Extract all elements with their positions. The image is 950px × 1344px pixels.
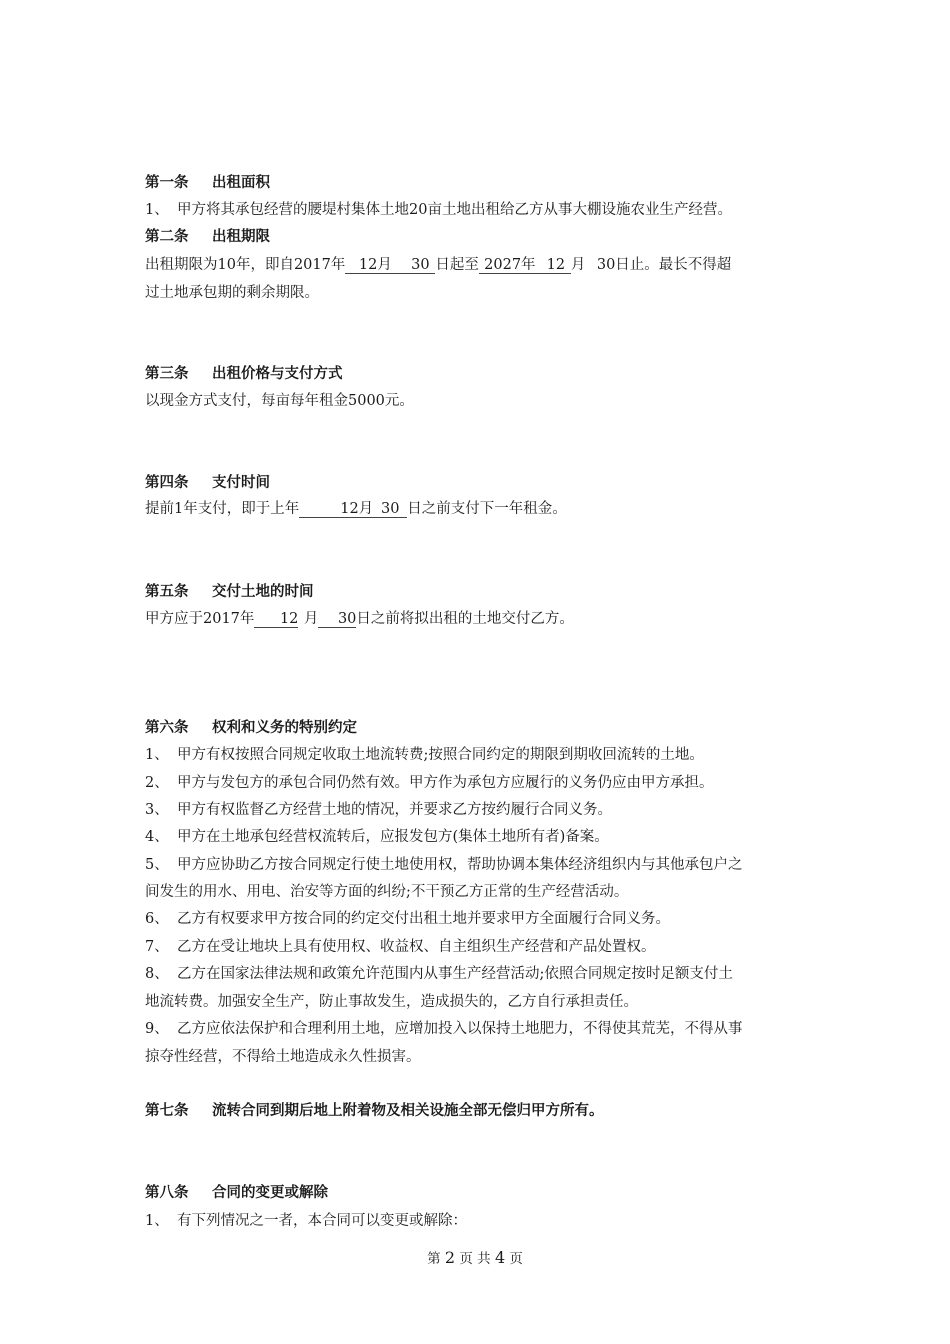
delivery-time-text: 甲方应于2017年 [145, 611, 255, 627]
article-2-line-1 [145, 253, 731, 274]
article-7-heading [145, 1099, 604, 1120]
article-6-item-5 [145, 853, 743, 874]
page-footer [0, 1247, 950, 1267]
item-text: 甲方将其承包经营的腰堤村集体土地20亩土地出租给乙方从事大棚设施农业生产经营。 [177, 202, 732, 218]
article-title: 出租面积 [212, 175, 270, 191]
article-6-item-7 [145, 935, 656, 956]
item-index: 6、 [145, 911, 169, 927]
article-title: 交付土地的时间 [212, 584, 314, 600]
article-number: 第八条 [145, 1185, 189, 1201]
start-day-blank: 30 [405, 257, 435, 274]
footer-middle: 页 共 [459, 1251, 491, 1267]
article-6-item-3 [145, 798, 612, 819]
article-number: 第六条 [145, 720, 189, 736]
footer-prefix: 第 [427, 1251, 441, 1267]
article-number: 第七条 [145, 1103, 189, 1119]
article-1-item-1 [145, 198, 732, 219]
item-text: 甲方应协助乙方按合同规定行使土地使用权，帮助协调本集体经济组织内与其他承包户之 [177, 857, 743, 873]
item-text: 甲方与发包方的承包合同仍然有效。甲方作为承包方应履行的义务仍应由甲方承担。 [177, 775, 714, 791]
lease-term-text: 30日止。最长不得超 [596, 257, 732, 273]
article-6-item-9-cont [145, 1045, 421, 1066]
month-label: 月 [303, 611, 319, 627]
article-4-text [145, 497, 567, 518]
article-number: 第三条 [145, 366, 189, 382]
article-title: 支付时间 [212, 475, 270, 491]
item-index: 9、 [145, 1021, 169, 1037]
item-text: 乙方应依法保护和合理利用土地，应增加投入以保持土地肥力，不得使其荒芜，不得从事 [177, 1021, 743, 1037]
article-title: 出租价格与支付方式 [212, 366, 343, 382]
end-month-blank: 12 [541, 257, 571, 274]
item-index: 2、 [145, 775, 169, 791]
lease-term-text: 出租期限为10年，即自2017年 [145, 257, 346, 273]
current-page-number: 2 [444, 1248, 456, 1267]
item-index: 1、 [145, 1213, 169, 1229]
article-title: 出租期限 [212, 229, 270, 245]
total-page-number: 4 [494, 1248, 506, 1267]
article-number: 第二条 [145, 229, 189, 245]
item-text: 甲方有权按照合同规定收取土地流转费;按照合同约定的期限到期收回流转的土地。 [177, 747, 704, 763]
item-text: 掠夺性经营，不得给土地造成永久性损害。 [145, 1049, 421, 1065]
article-title: 权利和义务的特别约定 [212, 720, 357, 736]
month-blank: 12月 [299, 501, 373, 518]
article-number: 第一条 [145, 175, 189, 191]
item-text: 乙方有权要求甲方按合同的约定交付出租土地并要求甲方全面履行合同义务。 [177, 911, 670, 927]
article-2-line-2 [145, 281, 319, 302]
month-blank: 12 [254, 611, 298, 628]
article-number: 第五条 [145, 584, 189, 600]
item-index: 8、 [145, 966, 169, 982]
article-2-heading [145, 225, 270, 246]
article-8-item-1 [145, 1209, 467, 1230]
article-number: 第四条 [145, 475, 189, 491]
article-title: 合同的变更或解除 [212, 1185, 328, 1201]
article-6-item-4 [145, 825, 609, 846]
item-text: 乙方在国家法律法规和政策允许范围内从事生产经营活动;依照合同规定按时足额支付土 [177, 966, 733, 982]
delivery-time-text: 日之前将拟出租的土地交付乙方。 [356, 611, 574, 627]
item-text: 间发生的用水、用电、治安等方面的纠纷;不干预乙方正常的生产经营活动。 [145, 884, 629, 900]
payment-method-text: 以现金方式支付，每亩每年租金5000元。 [145, 393, 414, 409]
article-3-text [145, 389, 414, 410]
lease-term-text: 日起至 [435, 257, 479, 273]
day-blank: 30 [318, 611, 356, 628]
article-6-item-2 [145, 771, 714, 792]
article-5-text [145, 607, 574, 628]
end-year-blank: 2027年 [479, 257, 541, 274]
article-1-heading [145, 171, 270, 192]
article-6-item-1 [145, 743, 704, 764]
day-blank: 30 [373, 501, 407, 518]
item-index: 1、 [145, 202, 169, 218]
month-label: 月 [570, 257, 586, 273]
article-3-heading [145, 362, 343, 383]
payment-time-text: 提前1年支付，即于上年 [145, 501, 300, 517]
item-index: 1、 [145, 747, 169, 763]
payment-time-text: 日之前支付下一年租金。 [407, 501, 567, 517]
item-text: 乙方在受让地块上具有使用权、收益权、自主组织生产经营和产品处置权。 [177, 939, 656, 955]
article-5-heading [145, 580, 314, 601]
item-text: 地流转费。加强安全生产，防止事故发生，造成损失的，乙方自行承担责任。 [145, 994, 638, 1010]
article-6-heading [145, 716, 357, 737]
item-index: 3、 [145, 802, 169, 818]
start-month-blank: 12月 [345, 257, 405, 274]
item-text: 甲方在土地承包经营权流转后，应报发包方(集体土地所有者)备案。 [177, 829, 609, 845]
article-6-item-6 [145, 907, 670, 928]
article-6-item-5-cont [145, 880, 628, 901]
item-index: 4、 [145, 829, 169, 845]
article-4-heading [145, 471, 270, 492]
item-text: 甲方有权监督乙方经营土地的情况，并要求乙方按约履行合同义务。 [177, 802, 612, 818]
lease-term-text: 过土地承包期的剩余期限。 [145, 285, 319, 301]
article-6-item-9 [145, 1017, 743, 1038]
item-index: 7、 [145, 939, 169, 955]
article-8-heading [145, 1181, 328, 1202]
item-index: 5、 [145, 857, 169, 873]
article-6-item-8-cont [145, 990, 638, 1011]
article-6-item-8 [145, 962, 733, 983]
item-text: 有下列情况之一者，本合同可以变更或解除： [177, 1213, 467, 1229]
article-title: 流转合同到期后地上附着物及相关设施全部无偿归甲方所有。 [212, 1103, 604, 1119]
footer-suffix: 页 [509, 1251, 523, 1267]
